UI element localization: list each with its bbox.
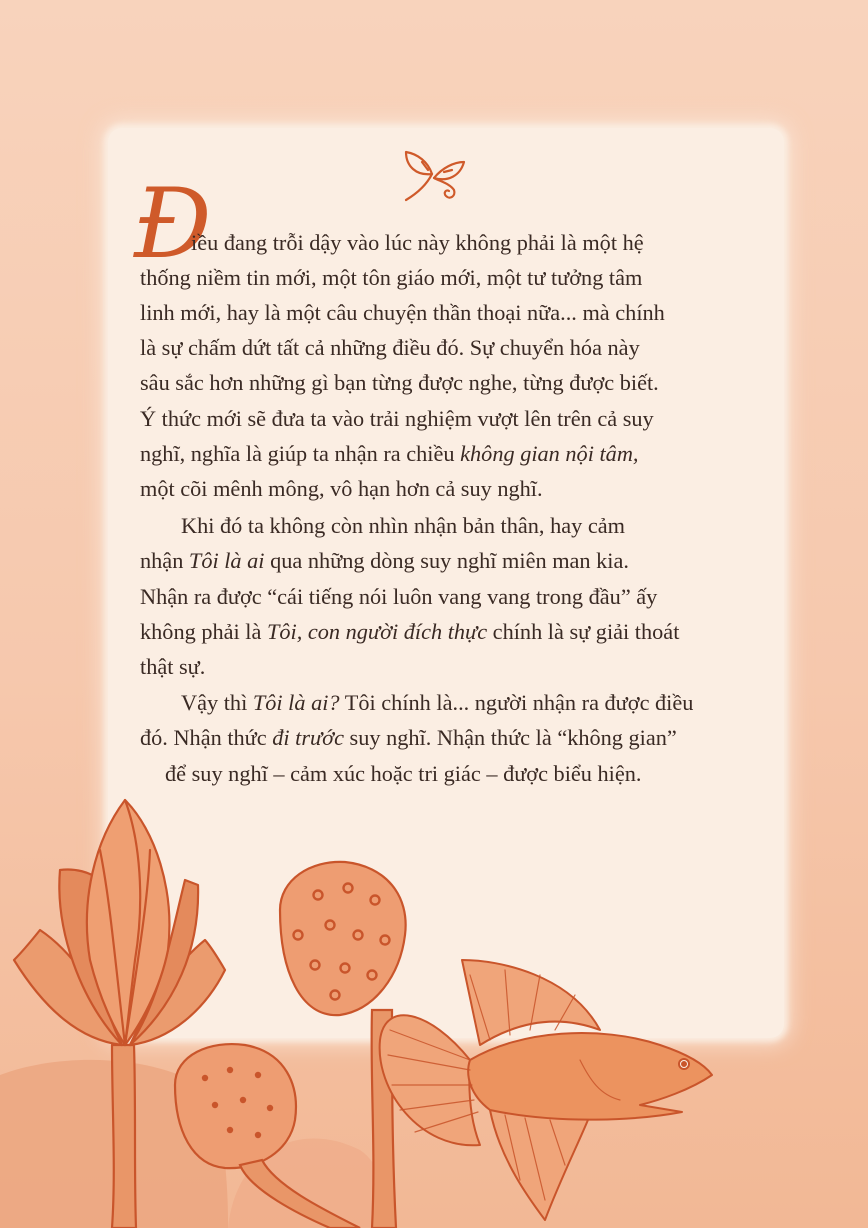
text-run: Vậy thì	[181, 690, 253, 715]
text-line	[140, 548, 629, 574]
pebble-shape	[0, 1060, 228, 1228]
text-line	[140, 441, 639, 467]
italic-text: Tôi là ai	[188, 548, 265, 573]
italic-text: Tôi là ai?	[252, 690, 340, 715]
text-run: sâu sắc hơn những gì bạn từng được nghe, từng được biết.	[140, 370, 659, 395]
text-run: là sự chấm dứt tất cả những điều đó. Sự chuyển hóa này	[140, 335, 640, 360]
text-run: iều đang trỗi dậy vào lúc này không phải là một hệ	[191, 230, 644, 255]
text-line	[140, 654, 205, 680]
text-run: để suy nghĩ – cảm xúc hoặc tri giác – được biểu hiện.	[165, 761, 642, 786]
leaf-swirl-icon	[398, 148, 468, 208]
text-line	[140, 335, 640, 361]
text-run: suy nghĩ. Nhận thức là “không gian”	[343, 725, 677, 750]
text-line	[165, 761, 642, 787]
text-run: qua những dòng suy nghĩ miên man kia.	[264, 548, 629, 573]
text-run: Khi đó ta không còn nhìn nhận bản thân, hay cảm	[181, 513, 625, 538]
italic-text: Tôi, con người đích thực	[266, 619, 488, 644]
text-line	[140, 584, 657, 610]
pebble-shape	[228, 1139, 392, 1228]
text-run: Ý thức mới sẽ đưa ta vào trải nghiệm vượt lên trên cả suy	[140, 406, 654, 431]
italic-text: không gian nội tâm,	[460, 441, 639, 466]
text-line	[140, 370, 659, 396]
text-line	[140, 476, 543, 502]
text-run: nhận	[140, 548, 189, 573]
lotus-seedpod-icon	[175, 1044, 360, 1228]
text-line	[140, 265, 642, 291]
text-line	[140, 406, 654, 432]
text-run: một cõi mênh mông, vô hạn hơn cả suy nghĩ.	[140, 476, 543, 501]
text-run: chính là sự giải thoát	[487, 619, 680, 644]
text-run: thật sự.	[140, 654, 206, 679]
text-line	[181, 513, 625, 539]
italic-text: đi trước	[272, 725, 344, 750]
text-run: thống niềm tin mới, một tôn giáo mới, một tư tưởng tâm	[140, 265, 643, 290]
drop-cap: Đ	[134, 168, 212, 280]
text-run: Tôi chính là... người nhận ra được điều	[339, 690, 694, 715]
text-run: không phải là	[140, 619, 267, 644]
text-line	[181, 690, 693, 716]
text-line	[140, 300, 665, 326]
text-run: nghĩ, nghĩa là giúp ta nhận ra chiều	[140, 441, 461, 466]
text-run: Nhận ra được “cái tiếng nói luôn vang vang trong đầu” ấy	[140, 584, 658, 609]
text-line	[140, 619, 679, 645]
text-run: đó. Nhận thức	[140, 725, 273, 750]
text-run: linh mới, hay là một câu chuyện thần thoại nữa... mà chính	[140, 300, 665, 325]
text-line	[191, 230, 644, 256]
text-line	[140, 725, 677, 751]
